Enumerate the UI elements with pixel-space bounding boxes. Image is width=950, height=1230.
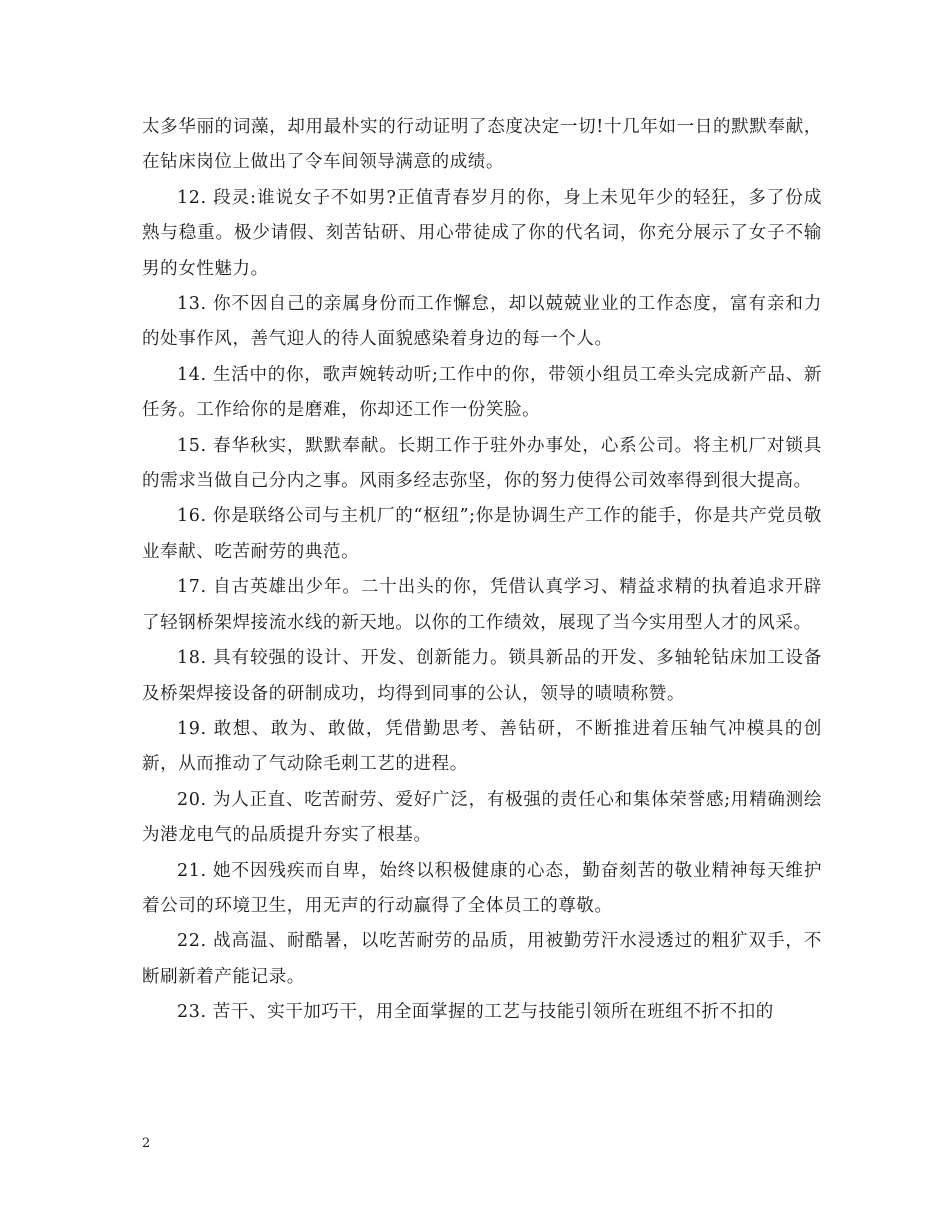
paragraph-continuation: 太多华丽的词藻，却用最朴实的行动证明了态度决定一切!十几年如一日的默默奉献，在钻床岗位上做出了令车间领导满意的成绩。 [142, 117, 822, 173]
paragraph-item-22: 22. 战高温、耐酷暑，以吃苦耐劳的品质，用被勤劳汗水浸透过的粗犷双手，不断刷新着产能记录。 [142, 931, 822, 987]
paragraph-item-12: 12. 段灵:谁说女子不如男?正值青春岁月的你，身上未见年少的轻狂，多了份成熟与稳重。极少请假、刻苦钻研、用心带徒成了你的代名词，你充分展示了女子不输男的女性魅力。 [142, 187, 822, 279]
paragraph-item-15: 15. 春华秋实，默默奉献。长期工作于驻外办事处，心系公司。将主机厂对锁具的需求当做自己分内之事。风雨多经志弥坚，你的努力使得公司效率得到很大提高。 [142, 435, 822, 492]
page-number: 2 [142, 1136, 151, 1151]
paragraph-item-21: 21. 她不因残疾而自卑，始终以积极健康的心态，勤奋刻苦的敬业精神每天维护着公司的环境卫生，用无声的行动赢得了全体员工的尊敬。 [142, 860, 822, 916]
paragraph-item-16: 16. 你是联络公司与主机厂的“枢纽”;你是协调生产工作的能手，你是共产党员敬业奉献、吃苦耐劳的典范。 [142, 506, 822, 562]
paragraph-item-14: 14. 生活中的你，歌声婉转动听;工作中的你，带领小组员工牵头完成新产品、新任务。工作给你的是磨难，你却还工作一份笑脸。 [142, 364, 822, 421]
paragraph-item-17: 17. 自古英雄出少年。二十出头的你，凭借认真学习、精益求精的执着追求开辟了轻钢桥架焊接流水线的新天地。以你的工作绩效，展现了当今实用型人才的风采。 [142, 577, 822, 633]
paragraph-item-19: 19. 敢想、敢为、敢做，凭借勤思考、善钻研，不断推进着压轴气冲模具的创新，从而推动了气动除毛刺工艺的进程。 [142, 718, 822, 775]
document-body [142, 110, 822, 1031]
paragraph-item-23: 23. 苦干、实干加巧干，用全面掌握的工艺与技能引领所在班组不折不扣的 [177, 1002, 774, 1023]
paragraph-item-20: 20. 为人正直、吃苦耐劳、爱好广泛，有极强的责任心和集体荣誉感;用精确测绘为港龙电气的品质提升夯实了根基。 [142, 789, 822, 846]
paragraph-item-18: 18. 具有较强的设计、开发、创新能力。锁具新品的开发、多轴轮钻床加工设备及桥架焊接设备的研制成功，均得到同事的公认，领导的啧啧称赞。 [142, 648, 822, 704]
paragraph-item-13: 13. 你不因自己的亲属身份而工作懈怠，却以兢兢业业的工作态度，富有亲和力的处事作风，善气迎人的待人面貌感染着身边的每一个人。 [142, 294, 822, 350]
